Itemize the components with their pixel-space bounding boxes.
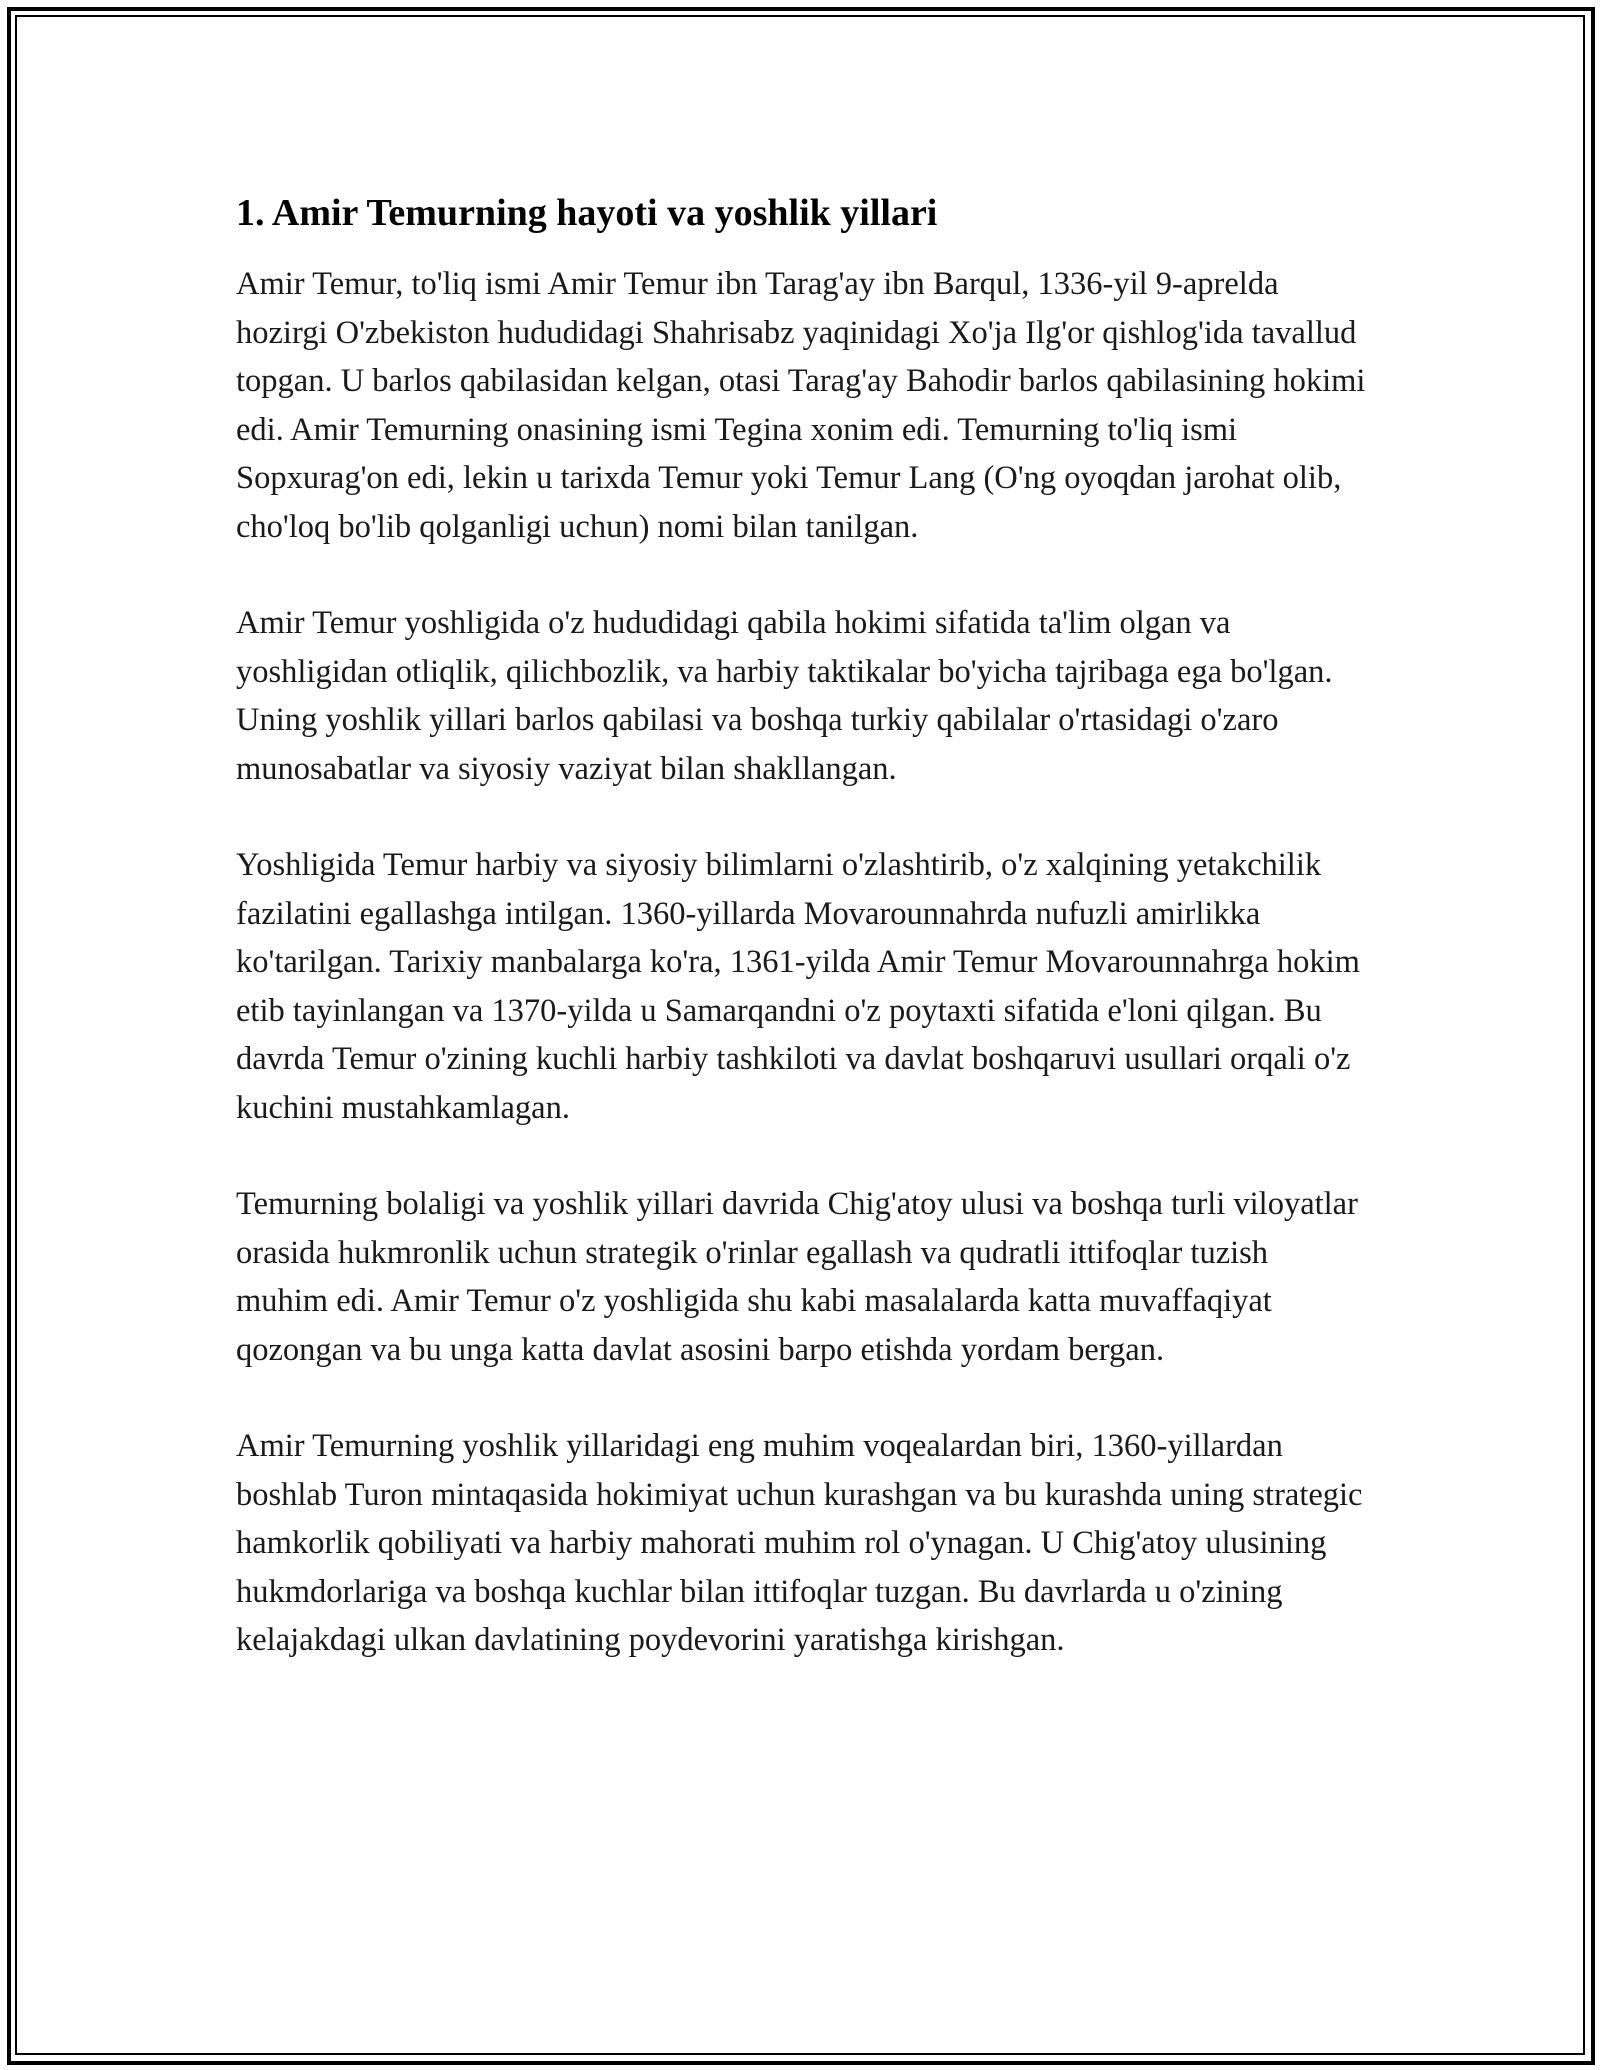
section-heading: 1. Amir Temurning hayoti va yoshlik yillari bbox=[236, 192, 938, 234]
paragraph-youth-education: Amir Temur yoshligida o'z hududidagi qabila hokimi sifatida ta'lim olgan va yoshligidan otliqlik, qilichbozlik, va harbiy taktikalar bo'yicha tajribaga ega bo'lgan. Uning yoshlik yillari barlos qabilasi va boshqa turkiy qabilalar o'rtasidagi o'zaro munosabatlar va siyosiy vaziyat bilan shakllangan. bbox=[236, 605, 1333, 787]
document-body bbox=[236, 186, 1366, 1713]
paragraph-birth-and-family: Amir Temur, to'liq ismi Amir Temur ibn Tarag'ay ibn Barqul, 1336-yil 9-aprelda hozirgi O'zbekiston hududidagi Shahrisabz yaqinidagi Xo'ja Ilg'or qishlog'ida tavallud topgan. U barlos qabilasidan kelgan, otasi Tarag'ay Bahodir barlos qabilasining hokimi edi. Amir Temurning onasining ismi Tegina xonim edi. Temurning to'liq ismi Sopxurag'on edi, lekin u tarixda Temur yoki Temur Lang (O'ng oyoqdan jarohat olib, cho'loq bo'lib qolganligi uchun) nomi bilan tanilgan. bbox=[236, 266, 1366, 545]
paragraph-alliances: Temurning bolaligi va yoshlik yillari davrida Chig'atoy ulusi va boshqa turli viloyatlar orasida hukmronlik uchun strategik o'rinlar egallash va qudratli ittifoqlar tuzish muhim edi. Amir Temur o'z yoshligida shu kabi masalalarda katta muvaffaqiyat qozongan va bu unga katta davlat asosini barpo etishda yordam bergan. bbox=[236, 1186, 1358, 1368]
paragraph-key-events: Amir Temurning yoshlik yillaridagi eng muhim voqealardan biri, 1360-yillardan boshlab Turon mintaqasida hokimiyat uchun kurashgan va bu kurashda uning strategic hamkorlik qobiliyati va harbiy mahorati muhim rol o'ynagan. U Chig'atoy ulusining hukmdorlariga va boshqa kuchlar bilan ittifoqlar tuzgan. Bu davrlarda u o'zining kelajakdagi ulkan davlatining poydevorini yaratishga kirishgan. bbox=[236, 1428, 1363, 1658]
paragraph-rise-to-power: Yoshligida Temur harbiy va siyosiy bilimlarni o'zlashtirib, o'z xalqining yetakchilik fazilatini egallashga intilgan. 1360-yillarda Movarounnahrda nufuzli amirlikka ko'tarilgan. Tarixiy manbalarga ko'ra, 1361-yilda Amir Temur Movarounnahrga hokim etib tayinlangan va 1370-yilda u Samarqandni o'z poytaxti sifatida e'loni qilgan. Bu davrda Temur o'zining kuchli harbiy tashkiloti va davlat boshqaruvi usullari orqali o'z kuchini mustahkamlagan. bbox=[236, 847, 1360, 1126]
